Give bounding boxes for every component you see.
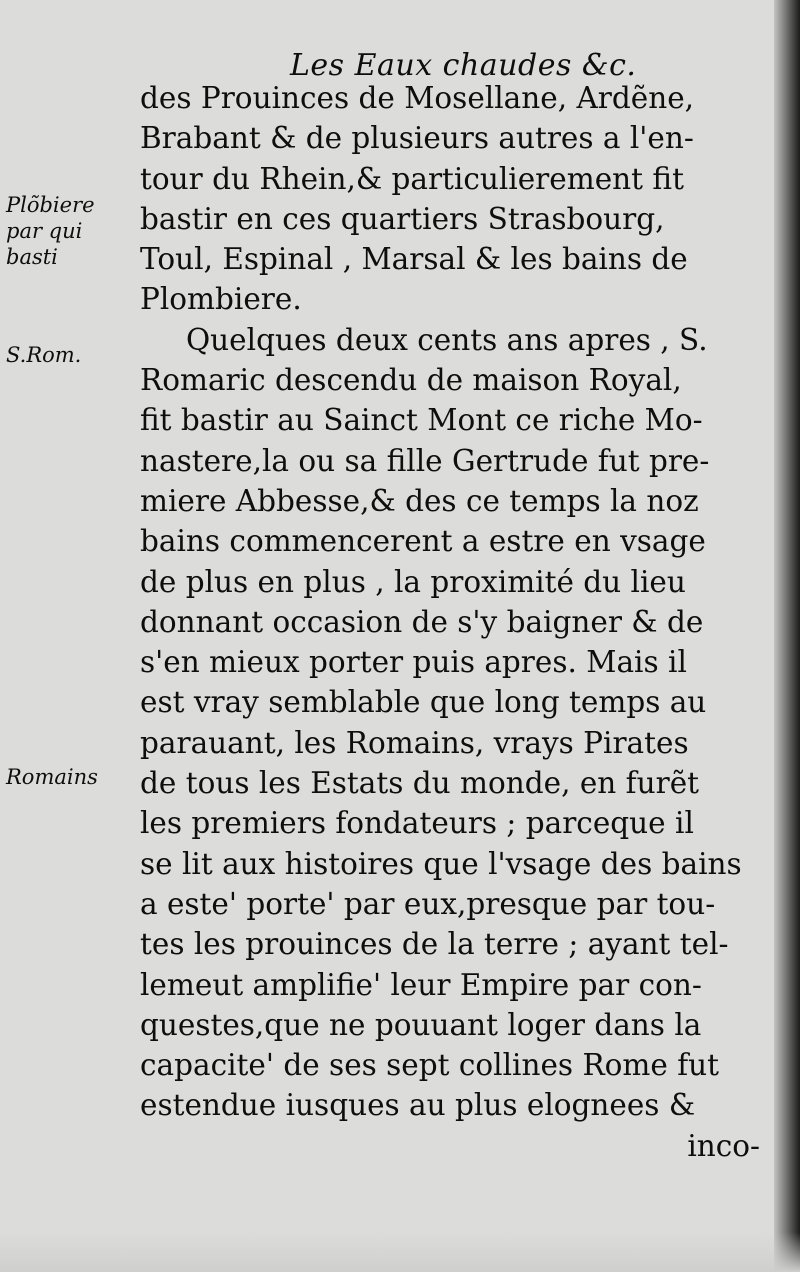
catchword: inco- bbox=[687, 1128, 760, 1163]
text-line: des Prouinces de Mosellane, Ardẽne, bbox=[140, 81, 695, 115]
text-line: parauant, les Romains, vrays Pirates bbox=[140, 725, 689, 760]
page-bottom-edge bbox=[0, 1232, 800, 1272]
text-line: questes,que ne pouuant loger dans la bbox=[140, 1007, 702, 1042]
text-line: Brabant & de plusieurs autres a l'en- bbox=[140, 121, 694, 156]
text-line: Quelques deux cents ans apres , S. bbox=[186, 322, 708, 357]
text-line: bastir en ces quartiers Strasbourg, bbox=[140, 201, 665, 236]
margin-note-line: Plõbiere bbox=[6, 193, 95, 217]
running-head: Les Eaux chaudes &c. bbox=[290, 48, 637, 83]
text-line: tes les prouinces de la terre ; ayant tel- bbox=[140, 927, 729, 962]
text-line: a este' porte' par eux,presque par tou- bbox=[140, 886, 716, 921]
text-line: estendue iusques au plus elognees & bbox=[140, 1088, 696, 1123]
margin-note-romains: Romains bbox=[6, 765, 98, 789]
text-line: est vray semblable que long temps au bbox=[140, 685, 707, 720]
margin-note-line: par qui bbox=[6, 219, 83, 243]
margin-note-srom: S.Rom. bbox=[6, 343, 82, 367]
text-line: les premiers fondateurs ; parceque il bbox=[140, 806, 694, 841]
page-edge-shadow bbox=[774, 0, 800, 1272]
text-line: de plus en plus , la proximité du lieu bbox=[140, 564, 686, 599]
text-line: donnant occasion de s'y baigner & de bbox=[140, 604, 704, 639]
text-line: Toul, Espinal , Marsal & les bains de bbox=[140, 242, 688, 277]
text-line: Romaric descendu de maison Royal, bbox=[140, 363, 682, 398]
text-line: bains commencerent a estre en vsage bbox=[140, 524, 706, 559]
text-line: lemeut amplifie' leur Empire par con- bbox=[140, 967, 702, 1002]
body-text bbox=[140, 78, 760, 1166]
text-line: nastere,la ou sa fille Gertrude fut pre- bbox=[140, 443, 710, 478]
text-line: se lit aux histoires que l'vsage des bains bbox=[140, 846, 742, 881]
margin-note-plombiere bbox=[6, 192, 95, 270]
text-line: de tous les Estats du monde, en furẽt bbox=[140, 766, 700, 801]
text-line: Plombiere. bbox=[140, 282, 302, 317]
margin-note-line: basti bbox=[6, 245, 58, 269]
text-line: capacite' de ses sept collines Rome fut bbox=[140, 1048, 719, 1083]
text-line: tour du Rhein,& particulierement fit bbox=[140, 161, 684, 196]
text-line: fit bastir au Sainct Mont ce riche Mo- bbox=[140, 403, 703, 438]
text-line: s'en mieux porter puis apres. Mais il bbox=[140, 645, 687, 680]
text-line: miere Abbesse,& des ce temps la noz bbox=[140, 483, 699, 518]
